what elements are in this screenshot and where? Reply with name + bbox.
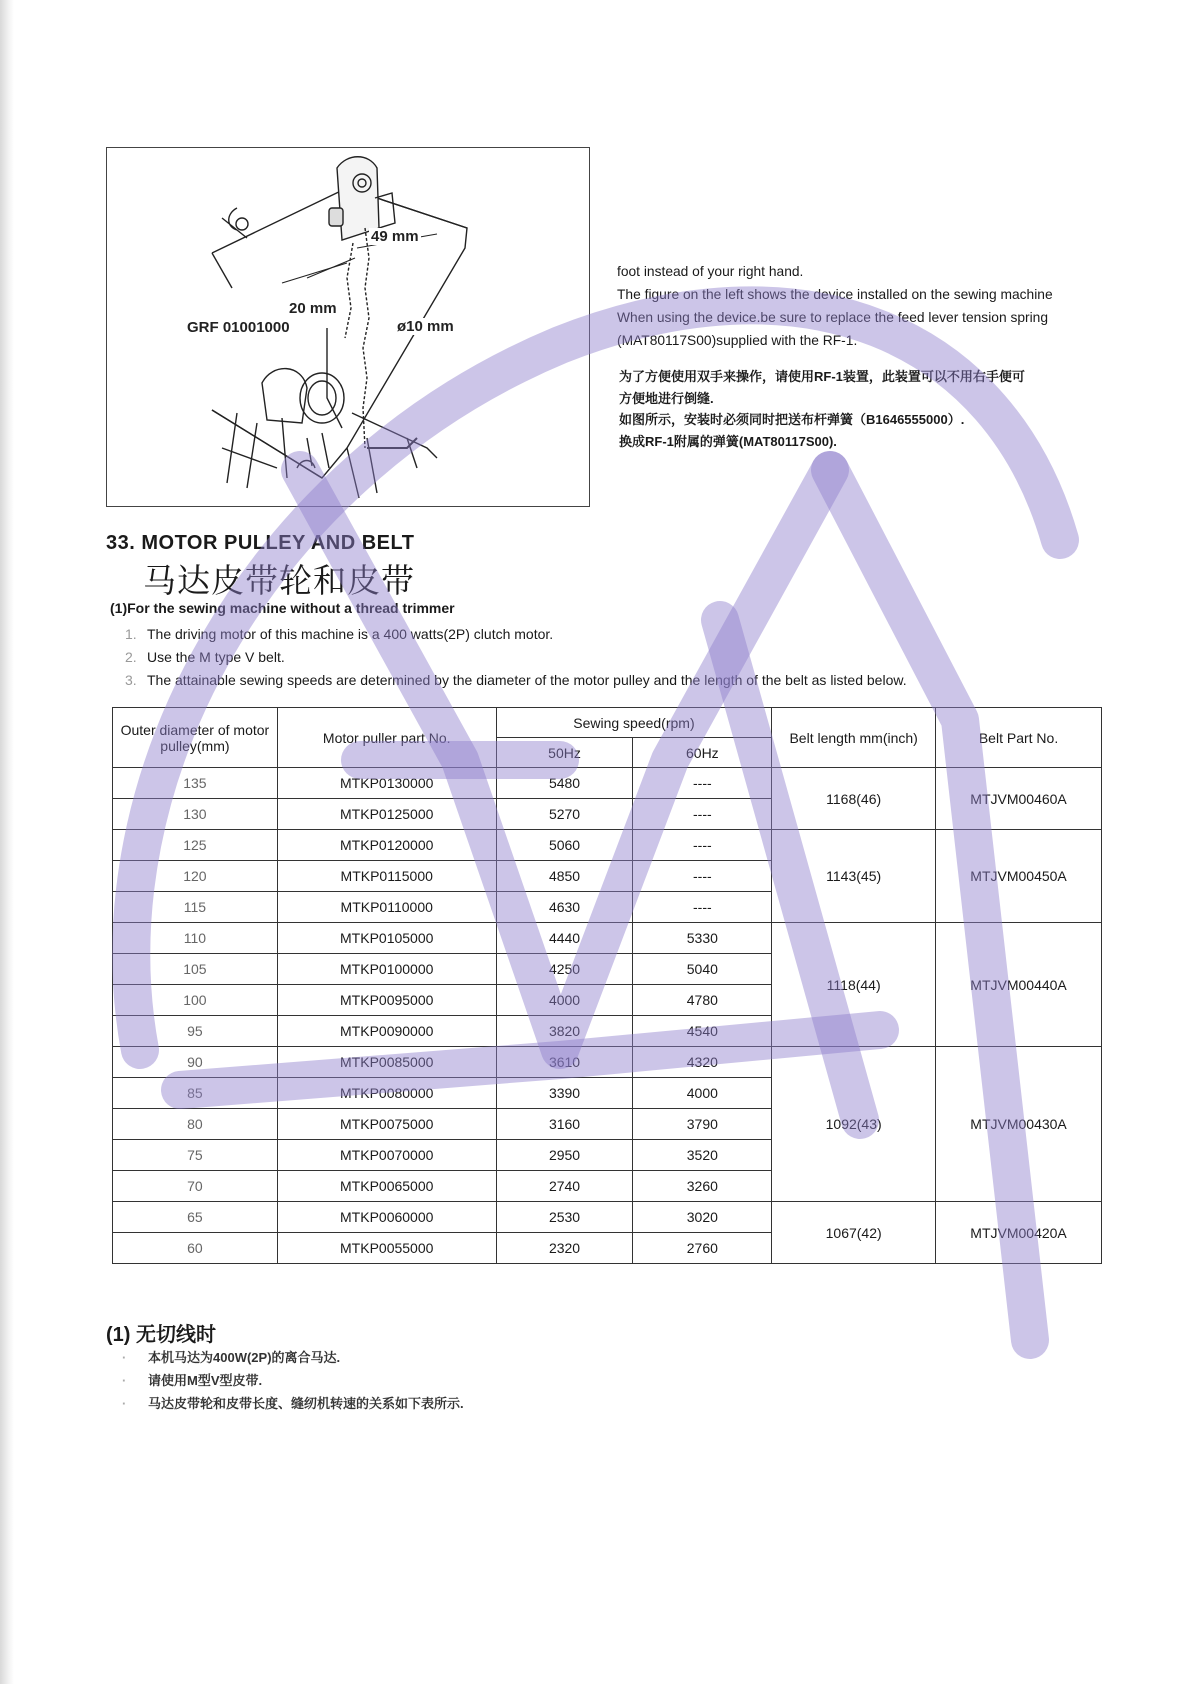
cell-diameter: 70 bbox=[113, 1171, 278, 1202]
cell-50hz: 3160 bbox=[496, 1109, 633, 1140]
table-row bbox=[113, 1202, 1102, 1233]
section-title: 33. MOTOR PULLEY AND BELT bbox=[106, 532, 415, 554]
note-number: 3. bbox=[125, 672, 137, 688]
cell-60hz: 4000 bbox=[633, 1078, 772, 1109]
header-50hz: 50Hz bbox=[496, 738, 633, 768]
cell-part: MTKP0060000 bbox=[277, 1202, 496, 1233]
note-text: The driving motor of this machine is a 400 watts(2P) clutch motor. bbox=[147, 626, 554, 642]
cell-part: MTKP0080000 bbox=[277, 1078, 496, 1109]
cell-50hz: 3390 bbox=[496, 1078, 633, 1109]
cell-belt-length: 1143(45) bbox=[772, 830, 936, 923]
cell-50hz: 4000 bbox=[496, 985, 633, 1016]
cell-60hz: 4320 bbox=[633, 1047, 772, 1078]
cell-60hz: ---- bbox=[633, 861, 772, 892]
table-row bbox=[113, 1047, 1102, 1078]
cell-part: MTKP0120000 bbox=[277, 830, 496, 861]
cell-belt-part: MTJVM00450A bbox=[936, 830, 1102, 923]
cn-note-item bbox=[122, 1369, 464, 1392]
cell-50hz: 2740 bbox=[496, 1171, 633, 1202]
header-diameter: Outer diameter of motor pulley(mm) bbox=[113, 708, 278, 768]
cell-diameter: 105 bbox=[113, 954, 278, 985]
cell-50hz: 4630 bbox=[496, 892, 633, 923]
sewing-machine-illustration bbox=[107, 148, 589, 506]
cn-note-text: 请使用M型V型皮带. bbox=[148, 1373, 263, 1388]
cell-60hz: ---- bbox=[633, 768, 772, 799]
cell-60hz: 5040 bbox=[633, 954, 772, 985]
cell-60hz: 3790 bbox=[633, 1109, 772, 1140]
cell-diameter: 135 bbox=[113, 768, 278, 799]
cell-belt-length: 1067(42) bbox=[772, 1202, 936, 1264]
note-text: The attainable sewing speeds are determined by the diameter of the motor pulley and the length of the belt as listed below. bbox=[147, 672, 907, 688]
cell-part: MTKP0090000 bbox=[277, 1016, 496, 1047]
cell-diameter: 95 bbox=[113, 1016, 278, 1047]
cell-diameter: 65 bbox=[113, 1202, 278, 1233]
section-subheading: (1)For the sewing machine without a thread trimmer bbox=[110, 600, 455, 616]
cell-part: MTKP0100000 bbox=[277, 954, 496, 985]
note-number: 2. bbox=[125, 649, 137, 665]
cell-part: MTKP0075000 bbox=[277, 1109, 496, 1140]
cell-diameter: 100 bbox=[113, 985, 278, 1016]
cell-50hz: 5480 bbox=[496, 768, 633, 799]
side-text-line: (MAT80117S00)supplied with the RF-1. bbox=[617, 333, 858, 348]
cell-50hz: 5060 bbox=[496, 830, 633, 861]
cell-60hz: 4540 bbox=[633, 1016, 772, 1047]
note-item bbox=[125, 646, 907, 669]
cell-part: MTKP0055000 bbox=[277, 1233, 496, 1264]
cell-60hz: ---- bbox=[633, 799, 772, 830]
cell-part: MTKP0065000 bbox=[277, 1171, 496, 1202]
header-part-no: Motor puller part No. bbox=[277, 708, 496, 768]
device-description-cn bbox=[619, 366, 1119, 452]
cell-50hz: 2320 bbox=[496, 1233, 633, 1264]
cell-60hz: ---- bbox=[633, 892, 772, 923]
header-belt-part: Belt Part No. bbox=[936, 708, 1102, 768]
cn-note-text: 本机马达为400W(2P)的离合马达. bbox=[148, 1350, 341, 1365]
cell-60hz: 3020 bbox=[633, 1202, 772, 1233]
cell-diameter: 120 bbox=[113, 861, 278, 892]
cell-part: MTKP0085000 bbox=[277, 1047, 496, 1078]
note-item bbox=[125, 669, 907, 692]
scan-edge-shadow bbox=[0, 0, 14, 1684]
cell-50hz: 3820 bbox=[496, 1016, 633, 1047]
side-cn-line: 换成RF-1附属的弹簧(MAT80117S00). bbox=[619, 433, 837, 449]
header-belt-length: Belt length mm(inch) bbox=[772, 708, 936, 768]
cell-50hz: 2530 bbox=[496, 1202, 633, 1233]
cell-part: MTKP0095000 bbox=[277, 985, 496, 1016]
cell-50hz: 4250 bbox=[496, 954, 633, 985]
cn-section-heading: (1) 无切线时 bbox=[106, 1324, 216, 1346]
side-cn-line: 为了方便使用双手来操作，请使用RF-1装置，此装置可以不用右手便可 bbox=[619, 369, 1025, 384]
cell-50hz: 3610 bbox=[496, 1047, 633, 1078]
cell-60hz: 3260 bbox=[633, 1171, 772, 1202]
header-sewing-speed: Sewing speed(rpm) bbox=[496, 708, 772, 738]
cell-60hz: 3520 bbox=[633, 1140, 772, 1171]
cell-belt-part: MTJVM00460A bbox=[936, 768, 1102, 830]
cell-50hz: 2950 bbox=[496, 1140, 633, 1171]
cn-note-item bbox=[122, 1346, 464, 1369]
cell-diameter: 110 bbox=[113, 923, 278, 954]
cn-section-notes bbox=[122, 1346, 464, 1415]
cell-60hz: 5330 bbox=[633, 923, 772, 954]
cell-60hz: 4780 bbox=[633, 985, 772, 1016]
side-cn-line: 如图所示，安装时必须同时把送布杆弹簧（B1646555000）. bbox=[619, 412, 965, 427]
dimension-49mm: 49 mm bbox=[371, 228, 419, 245]
cell-belt-length: 1092(43) bbox=[772, 1047, 936, 1202]
cell-diameter: 80 bbox=[113, 1109, 278, 1140]
cell-part: MTKP0105000 bbox=[277, 923, 496, 954]
header-60hz: 60Hz bbox=[633, 738, 772, 768]
cell-diameter: 115 bbox=[113, 892, 278, 923]
side-cn-line: 方便地进行倒缝. bbox=[619, 390, 714, 406]
cell-60hz: ---- bbox=[633, 830, 772, 861]
cell-belt-part: MTJVM00440A bbox=[936, 923, 1102, 1047]
cell-diameter: 130 bbox=[113, 799, 278, 830]
cell-belt-length: 1168(46) bbox=[772, 768, 936, 830]
pulley-belt-table bbox=[112, 707, 1102, 1264]
cell-belt-length: 1118(44) bbox=[772, 923, 936, 1047]
cell-diameter: 60 bbox=[113, 1233, 278, 1264]
cell-diameter: 90 bbox=[113, 1047, 278, 1078]
cell-50hz: 4850 bbox=[496, 861, 633, 892]
side-text-line: The figure on the left shows the device installed on the sewing machine bbox=[617, 287, 1053, 302]
cell-50hz: 4440 bbox=[496, 923, 633, 954]
cn-note-item bbox=[122, 1392, 464, 1415]
note-number: 1. bbox=[125, 626, 137, 642]
note-text: Use the M type V belt. bbox=[147, 649, 285, 665]
cell-diameter: 85 bbox=[113, 1078, 278, 1109]
section-title-cn: 马达皮带轮和皮带 bbox=[143, 562, 415, 599]
device-figure bbox=[106, 147, 590, 507]
table-row bbox=[113, 923, 1102, 954]
section-notes bbox=[125, 623, 907, 692]
table-row bbox=[113, 768, 1102, 799]
dimension-10mm: ø10 mm bbox=[397, 318, 454, 335]
cn-note-text: 马达皮带轮和皮带长度、缝纫机转速的关系如下表所示. bbox=[148, 1396, 464, 1411]
cell-part: MTKP0115000 bbox=[277, 861, 496, 892]
cell-50hz: 5270 bbox=[496, 799, 633, 830]
bullet-icon: · bbox=[122, 1350, 127, 1365]
side-text-line: foot instead of your right hand. bbox=[617, 264, 804, 279]
cell-belt-part: MTJVM00420A bbox=[936, 1202, 1102, 1264]
cell-part: MTKP0125000 bbox=[277, 799, 496, 830]
side-text-line: When using the device.be sure to replace the feed lever tension spring bbox=[617, 310, 1049, 325]
table-row bbox=[113, 830, 1102, 861]
cell-diameter: 125 bbox=[113, 830, 278, 861]
cell-diameter: 75 bbox=[113, 1140, 278, 1171]
cell-part: MTKP0110000 bbox=[277, 892, 496, 923]
bullet-icon: · bbox=[122, 1396, 127, 1411]
bullet-icon: · bbox=[122, 1373, 127, 1388]
cell-part: MTKP0130000 bbox=[277, 768, 496, 799]
cell-60hz: 2760 bbox=[633, 1233, 772, 1264]
part-number-grf: GRF 01001000 bbox=[187, 319, 290, 336]
dimension-20mm: 20 mm bbox=[289, 300, 337, 317]
device-description-en bbox=[617, 260, 1117, 352]
cell-part: MTKP0070000 bbox=[277, 1140, 496, 1171]
note-item bbox=[125, 623, 907, 646]
cell-belt-part: MTJVM00430A bbox=[936, 1047, 1102, 1202]
